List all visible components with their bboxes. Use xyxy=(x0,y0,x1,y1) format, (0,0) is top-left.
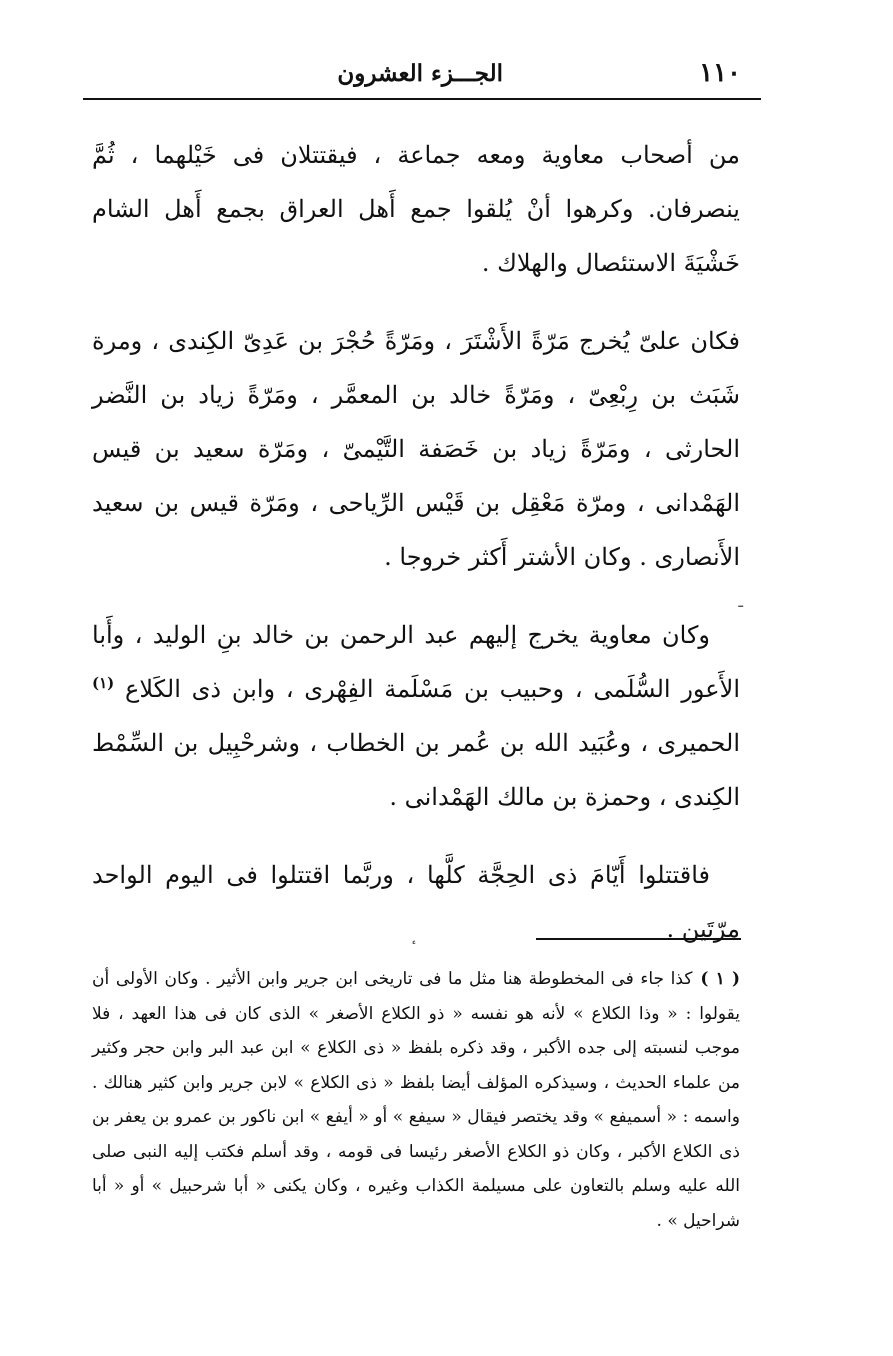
paragraph: فاقتتلوا أَيّامَ ذى الحِجَّة كلَّها ، وربَّما اقتتلوا فى اليوم الواحد مرّتَين . xyxy=(92,861,740,943)
footnote-text: كذا جاء فى المخطوطة هنا مثل ما فى تاريخى ابن جرير وابن الأثير . وكان الأولى أن يقولوا : « وذا الكلاع » لأنه هو نفسه « ذو الكلاع الأصغر » الذى كان فى هذا العهد ، فلا موجب لنسبته إلى جده الأكبر ، وقد ذكره بلفظ « ذى الكلاع » ابن عبد البر وابن حجر وكثير من علماء الحديث ، وسيذكره المؤلف أيضا بلفظ « ذى الكلاع » لابن جرير وابن كثير هنالك . واسمه : « أسميفع » وقد يختصر فيقال « سيفع » أو « أيفع » ابن ناكور بن عمرو بن يعفر بن ذى الكلاع الأكبر ، وكان ذو الكلاع الأصغر رئيسا فى قومه ، وقد أسلم فكتب إليه النبى صلى الله عليه وسلم بالتعاون على مسيلمة الكذاب وغيره ، وكان يكنى « أبا شرحبيل » أو « أبا شراحيل » . xyxy=(92,969,740,1231)
footnote-body xyxy=(92,962,740,1238)
paragraph: فكان علىّ يُخرج مَرّةً الأَشْتَرَ ، ومَرّةً حُجْرَ بن عَدِىّ الكِندى ، ومرة شَبَث بن رِبْعِىّ ، ومَرّةً خالد بن المعمَّر ، ومَرّةً زياد بن النَّضر الحارثى ، ومَرّةً زياد بن خَصَفة التَّيْمىّ ، ومَرّة سعيد بن قيس الهَمْدانى ، ومرّة مَعْقِل بن قَيْس الرِّياحى ، ومَرّة قيس بن سعيد الأَنصارى . وكان الأشتر أَكثر خروجا . xyxy=(92,327,741,571)
paragraph-text: الحميرى ، وعُبَيد الله بن عُمر بن الخطاب ، وشرحْبِيل بن السِّمْط الكِندى ، وحمزة بن مالك الهَمْدانى . xyxy=(92,729,740,811)
paragraph: من أصحاب معاوية ومعه جماعة ، فيقتتلان فى خَيْلهما ، ثُمَّ ينصرفان. وكرهوا أنْ يُلقوا جمع أَهل العراق بجمع أَهل الشام خَشْيَةَ الاستئصال والهلاك . xyxy=(92,141,740,277)
running-title: الجـــزء العشرون xyxy=(337,60,503,87)
footnote-number: ( ١ ) xyxy=(700,969,740,989)
page-number: ١١٠ xyxy=(699,58,741,88)
footnote xyxy=(92,962,740,1238)
margin-mark: ـ xyxy=(738,592,743,611)
footnote-reference[interactable]: (١) xyxy=(92,674,115,692)
footnotes xyxy=(92,962,740,1238)
running-header xyxy=(83,52,761,100)
paragraph-text: وكان معاوية يخرج إليهم عبد الرحمن بن خالد بنِ الوليد ، وأَبا الأَعور السُّلَمى ، وحبيب بن مَسْلَمة الفِهْرى ، وابن ذى الكَلاع xyxy=(92,621,740,703)
main-text xyxy=(92,128,740,956)
paragraph-with-footnote xyxy=(92,608,740,824)
footnote-divider xyxy=(536,938,741,940)
